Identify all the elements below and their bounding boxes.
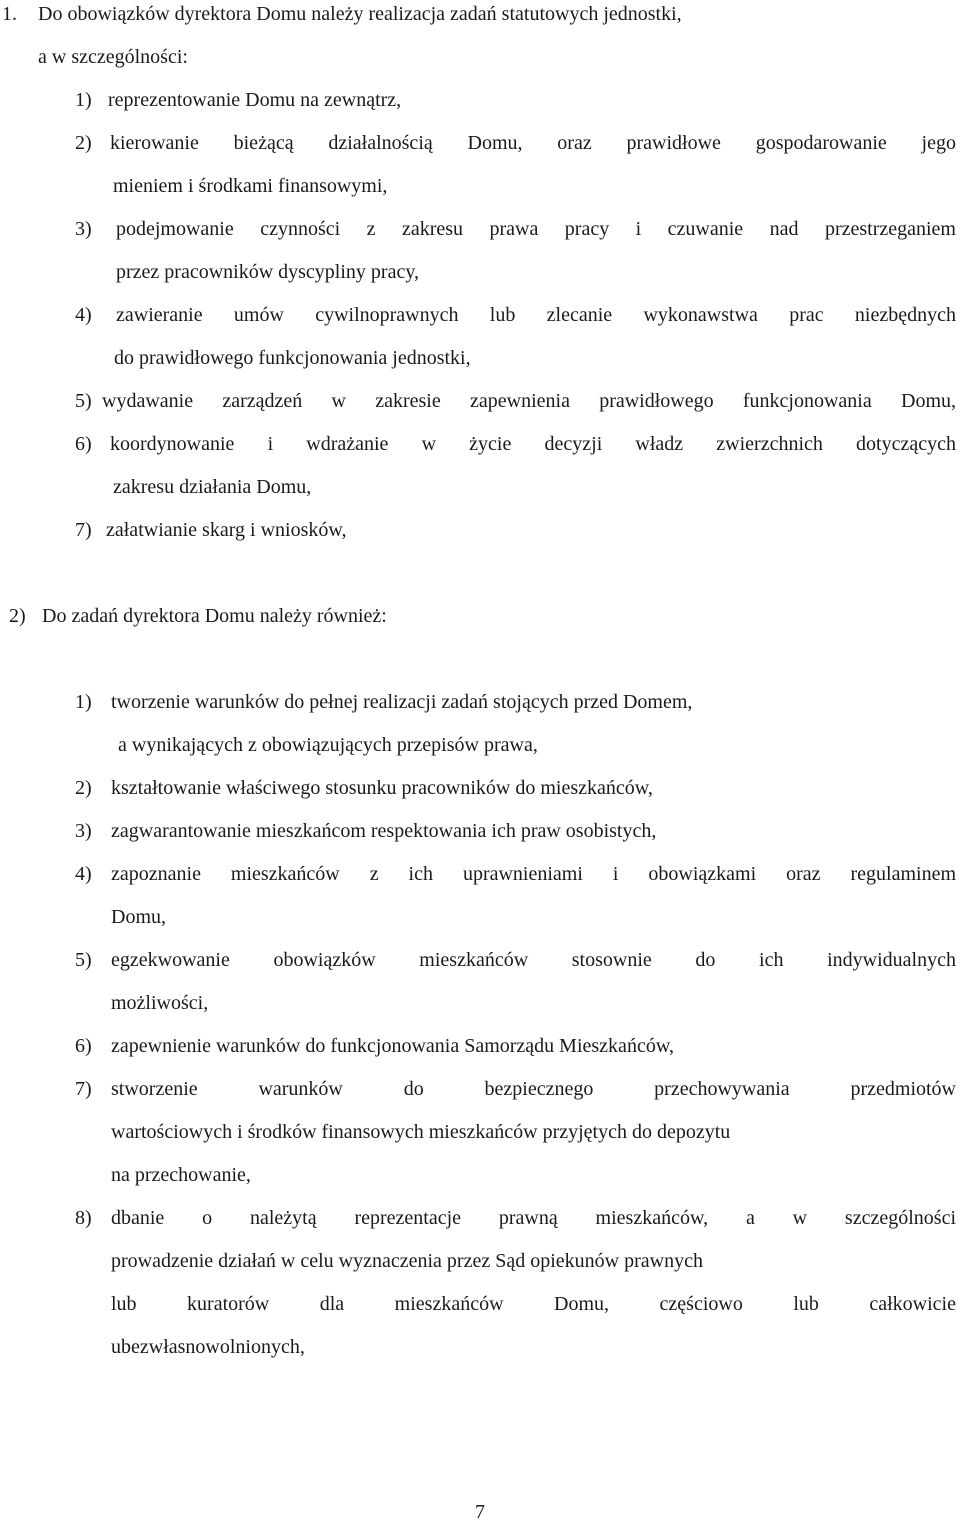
section-1-intro-line-1: Do obowiązków dyrektora Domu należy realizacja zadań statutowych jednostki,	[38, 3, 682, 25]
list-item-number: 6)	[75, 1035, 92, 1057]
list-item-number: 1)	[75, 89, 92, 111]
list-item-text: ubezwłasnowolnionych,	[111, 1336, 305, 1358]
list-item-text: zapoznanie mieszkańców z ich uprawnieniami i obowiązkami oraz regulaminem	[111, 863, 956, 885]
list-item-text: tworzenie warunków do pełnej realizacji zadań stojących przed Domem,	[111, 691, 693, 713]
list-item-text: na przechowanie,	[111, 1164, 251, 1186]
list-item-number: 3)	[75, 820, 92, 842]
list-item-text: koordynowanie i wdrażanie w życie decyzji władz zwierzchnich dotyczących	[110, 433, 956, 455]
list-item-number: 2)	[75, 777, 92, 799]
list-item-text: Domu,	[111, 906, 166, 928]
list-item-text: kierowanie bieżącą działalnością Domu, oraz prawidłowe gospodarowanie jego	[110, 132, 956, 154]
list-item-text: zagwarantowanie mieszkańcom respektowania ich praw osobistych,	[111, 820, 657, 842]
list-item-text: zapewnienie warunków do funkcjonowania Samorządu Mieszkańców,	[111, 1035, 674, 1057]
list-item-number: 3)	[75, 218, 92, 240]
list-item-text: lub kuratorów dla mieszkańców Domu, częściowo lub całkowicie	[111, 1293, 956, 1315]
list-item-text: kształtowanie właściwego stosunku pracowników do mieszkańców,	[111, 777, 653, 799]
section-1-intro-line-2: a w szczególności:	[38, 46, 188, 68]
list-item-text: zakresu działania Domu,	[113, 476, 312, 498]
list-item-text: egzekwowanie obowiązków mieszkańców stosownie do ich indywidualnych	[111, 949, 956, 971]
list-item-text: wartościowych i środków finansowych mieszkańców przyjętych do depozytu	[111, 1121, 731, 1143]
list-item-text: dbanie o należytą reprezentacje prawną mieszkańców, a w szczególności	[111, 1207, 956, 1229]
list-item-number: 5)	[75, 390, 92, 412]
list-item-text: możliwości,	[111, 992, 209, 1014]
list-item-text: do prawidłowego funkcjonowania jednostki,	[114, 347, 471, 369]
list-item-text: wydawanie zarządzeń w zakresie zapewnienia prawidłowego funkcjonowania Domu,	[102, 390, 956, 412]
list-item-text: podejmowanie czynności z zakresu prawa pracy i czuwanie nad przestrzeganiem	[116, 218, 956, 240]
list-item-number: 4)	[75, 304, 92, 326]
list-item-text: załatwianie skarg i wniosków,	[106, 519, 347, 541]
list-item-number: 1)	[75, 691, 92, 713]
list-item-text: zawieranie umów cywilnoprawnych lub zlecanie wykonawstwa prac niezbędnych	[116, 304, 956, 326]
list-item-text: stworzenie warunków do bezpiecznego przechowywania przedmiotów	[111, 1078, 956, 1100]
list-item-number: 5)	[75, 949, 92, 971]
section-2-number: 2)	[9, 605, 26, 627]
list-item-number: 7)	[75, 1078, 92, 1100]
list-item-text: reprezentowanie Domu na zewnątrz,	[108, 89, 402, 111]
section-1-number: 1.	[2, 3, 17, 25]
list-item-number: 8)	[75, 1207, 92, 1229]
list-item-text: przez pracowników dyscypliny pracy,	[116, 261, 420, 283]
page-number: 7	[475, 1501, 485, 1523]
list-item-number: 4)	[75, 863, 92, 885]
list-item-text: a wynikających z obowiązujących przepisów prawa,	[118, 734, 538, 756]
list-item-text: prowadzenie działań w celu wyznaczenia przez Sąd opiekunów prawnych	[111, 1250, 703, 1272]
list-item-number: 2)	[75, 132, 92, 154]
section-2-heading: Do zadań dyrektora Domu należy również:	[42, 605, 387, 627]
list-item-text: mieniem i środkami finansowymi,	[113, 175, 388, 197]
list-item-number: 7)	[75, 519, 92, 541]
list-item-number: 6)	[75, 433, 92, 455]
